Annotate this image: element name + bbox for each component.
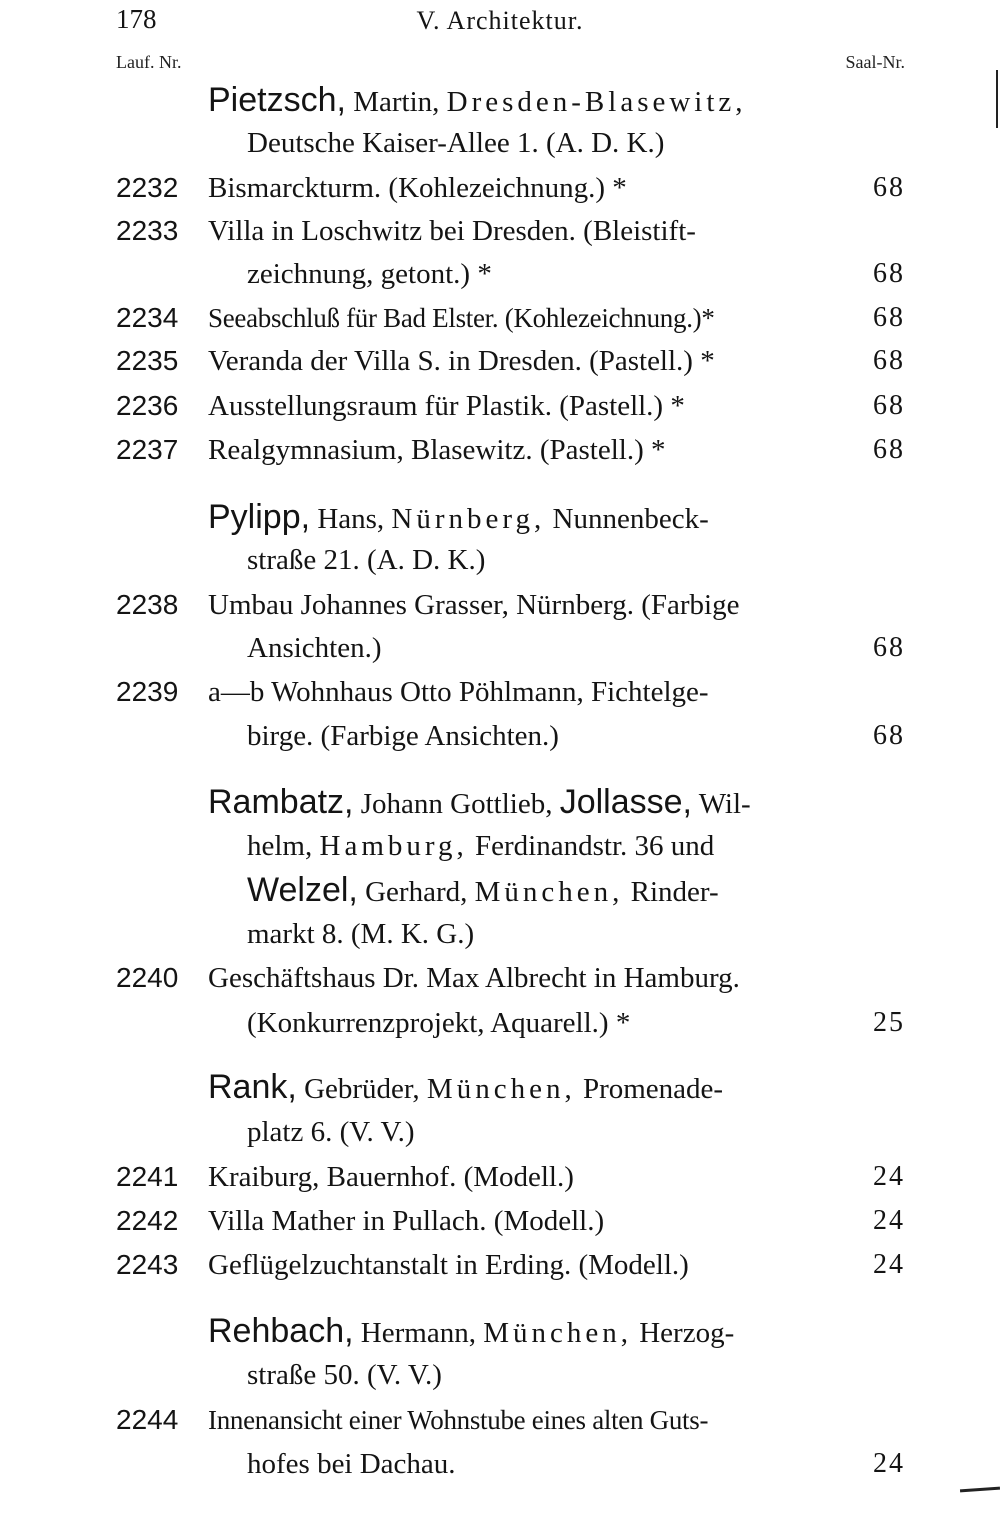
column-header-saal-nr: Saal-Nr. xyxy=(845,52,905,72)
catalog-entry xyxy=(0,339,1000,383)
artist-heading: Rambatz, Johann Gottlieb, Jollasse, Wil- xyxy=(208,783,751,821)
artist-address: platz 6. (V. V.) xyxy=(247,1116,415,1148)
lauf-nr: 2232 xyxy=(116,172,179,203)
page-header xyxy=(0,4,1000,40)
lauf-nr: 2244 xyxy=(116,1404,179,1435)
artist-name: Jollasse, xyxy=(559,783,692,821)
saal-nr: 68 xyxy=(873,720,905,751)
lauf-nr: 2239 xyxy=(116,676,179,707)
lauf-nr: 2242 xyxy=(116,1205,179,1236)
artist-name: Pietzsch, xyxy=(208,81,346,119)
work-title: Villa Mather in Pullach. (Modell.) xyxy=(208,1205,605,1237)
work-title: Innenansicht einer Wohnstube eines alten Guts- xyxy=(208,1405,709,1435)
work-title-continued: (Konkurrenzprojekt, Aquarell.) * xyxy=(247,1007,631,1039)
artist-address: straße 21. (A. D. K.) xyxy=(247,544,486,576)
saal-nr: 68 xyxy=(873,172,905,203)
work-title: Realgymnasium, Blasewitz. (Pastell.) * xyxy=(208,434,666,466)
work-title: Veranda der Villa S. in Dresden. (Pastell.) * xyxy=(208,345,715,377)
work-title-continued: zeichnung, getont.) * xyxy=(247,258,492,290)
catalog-entry-continued xyxy=(0,714,1000,758)
catalog-entry xyxy=(0,583,1000,627)
lauf-nr: 2238 xyxy=(116,589,179,620)
saal-nr: 68 xyxy=(873,434,905,465)
artist-address: straße 50. (V. V.) xyxy=(247,1359,442,1391)
lauf-nr: 2233 xyxy=(116,215,179,246)
artist-city: Hamburg, xyxy=(319,830,468,862)
page-number: 178 xyxy=(116,4,157,34)
artist-address: helm, Hamburg, Ferdinandstr. 36 und xyxy=(247,830,715,862)
saal-nr: 25 xyxy=(873,1007,905,1038)
lauf-nr: 2234 xyxy=(116,302,179,333)
catalog-entry xyxy=(0,670,1000,714)
work-title: Ausstellungsraum für Plastik. (Pastell.) * xyxy=(208,390,685,422)
catalog-entry xyxy=(0,209,1000,253)
work-title: Villa in Loschwitz bei Dresden. (Bleistift- xyxy=(208,215,696,247)
catalog-entry xyxy=(0,1155,1000,1199)
saal-nr: 24 xyxy=(873,1249,905,1280)
artist-city: Nürnberg, xyxy=(391,503,546,535)
column-header-lauf-nr: Lauf. Nr. xyxy=(116,52,182,72)
lauf-nr: 2237 xyxy=(116,434,179,465)
catalog-entry xyxy=(0,1398,1000,1442)
artist-name: Rehbach, xyxy=(208,1312,354,1350)
artist-name: Rank, xyxy=(208,1068,297,1106)
artist-city: München, xyxy=(474,876,624,908)
work-title-continued: hofes bei Dachau. xyxy=(247,1448,456,1480)
saal-nr: 24 xyxy=(873,1161,905,1192)
work-title: Geschäftshaus Dr. Max Albrecht in Hamburg. xyxy=(208,962,740,994)
catalog-entry xyxy=(0,296,1000,340)
catalog-entry xyxy=(0,1199,1000,1243)
artist-address: Deutsche Kaiser-Allee 1. (A. D. K.) xyxy=(247,127,665,159)
catalog-entry xyxy=(0,428,1000,472)
artist-heading: Welzel, Gerhard, München, Rinder- xyxy=(247,871,719,909)
saal-nr: 68 xyxy=(873,302,905,333)
saal-nr: 68 xyxy=(873,258,905,289)
catalog-entry xyxy=(0,956,1000,1000)
lauf-nr: 2241 xyxy=(116,1161,179,1192)
saal-nr: 24 xyxy=(873,1448,905,1479)
work-title: Seeabschluß für Bad Elster. (Kohlezeichnung.)* xyxy=(208,303,715,333)
catalog-entry-continued xyxy=(0,626,1000,670)
work-title-continued: Ansichten.) xyxy=(247,632,382,664)
lauf-nr: 2236 xyxy=(116,390,179,421)
catalog-entry xyxy=(0,166,1000,210)
catalog-entry-continued xyxy=(0,1001,1000,1045)
lauf-nr: 2240 xyxy=(116,962,179,993)
artist-name: Rambatz, xyxy=(208,783,354,821)
artist-heading: Rank, Gebrüder, München, Promenade- xyxy=(208,1068,724,1106)
lauf-nr: 2235 xyxy=(116,345,179,376)
catalog-entry-continued xyxy=(0,252,1000,296)
artist-heading: Pylipp, Hans, Nürnberg, Nunnenbeck- xyxy=(208,498,709,536)
saal-nr: 68 xyxy=(873,390,905,421)
catalog-entry-continued xyxy=(0,1442,1000,1486)
artist-city: München, xyxy=(426,1073,576,1105)
lauf-nr: 2243 xyxy=(116,1249,179,1280)
catalog-entry xyxy=(0,384,1000,428)
artist-city: München, xyxy=(483,1317,632,1349)
artist-heading: Rehbach, Hermann, München, Herzog- xyxy=(208,1312,735,1350)
work-title: a—b Wohnhaus Otto Pöhlmann, Fichtelge- xyxy=(208,676,709,708)
work-title: Geflügelzuchtanstalt in Erding. (Modell.) xyxy=(208,1249,689,1281)
artist-city: Dresden-Blasewitz, xyxy=(446,86,747,118)
saal-nr: 68 xyxy=(873,345,905,376)
artist-address: markt 8. (M. K. G.) xyxy=(247,918,475,950)
artist-heading: Pietzsch, Martin, Dresden-Blasewitz, xyxy=(208,81,747,119)
artist-name: Welzel, xyxy=(247,871,358,909)
catalog-entry xyxy=(0,1243,1000,1287)
page-corner-mark xyxy=(960,1487,1000,1493)
saal-nr: 24 xyxy=(873,1205,905,1236)
artist-name: Pylipp, xyxy=(208,498,311,536)
saal-nr: 68 xyxy=(873,632,905,663)
work-title: Umbau Johannes Grasser, Nürnberg. (Farbige xyxy=(208,589,740,621)
work-title: Bismarckturm. (Kohlezeichnung.) * xyxy=(208,172,627,204)
work-title: Kraiburg, Bauernhof. (Modell.) xyxy=(208,1161,574,1193)
running-title: V. Architektur. xyxy=(416,6,584,35)
work-title-continued: birge. (Farbige Ansichten.) xyxy=(247,720,559,752)
